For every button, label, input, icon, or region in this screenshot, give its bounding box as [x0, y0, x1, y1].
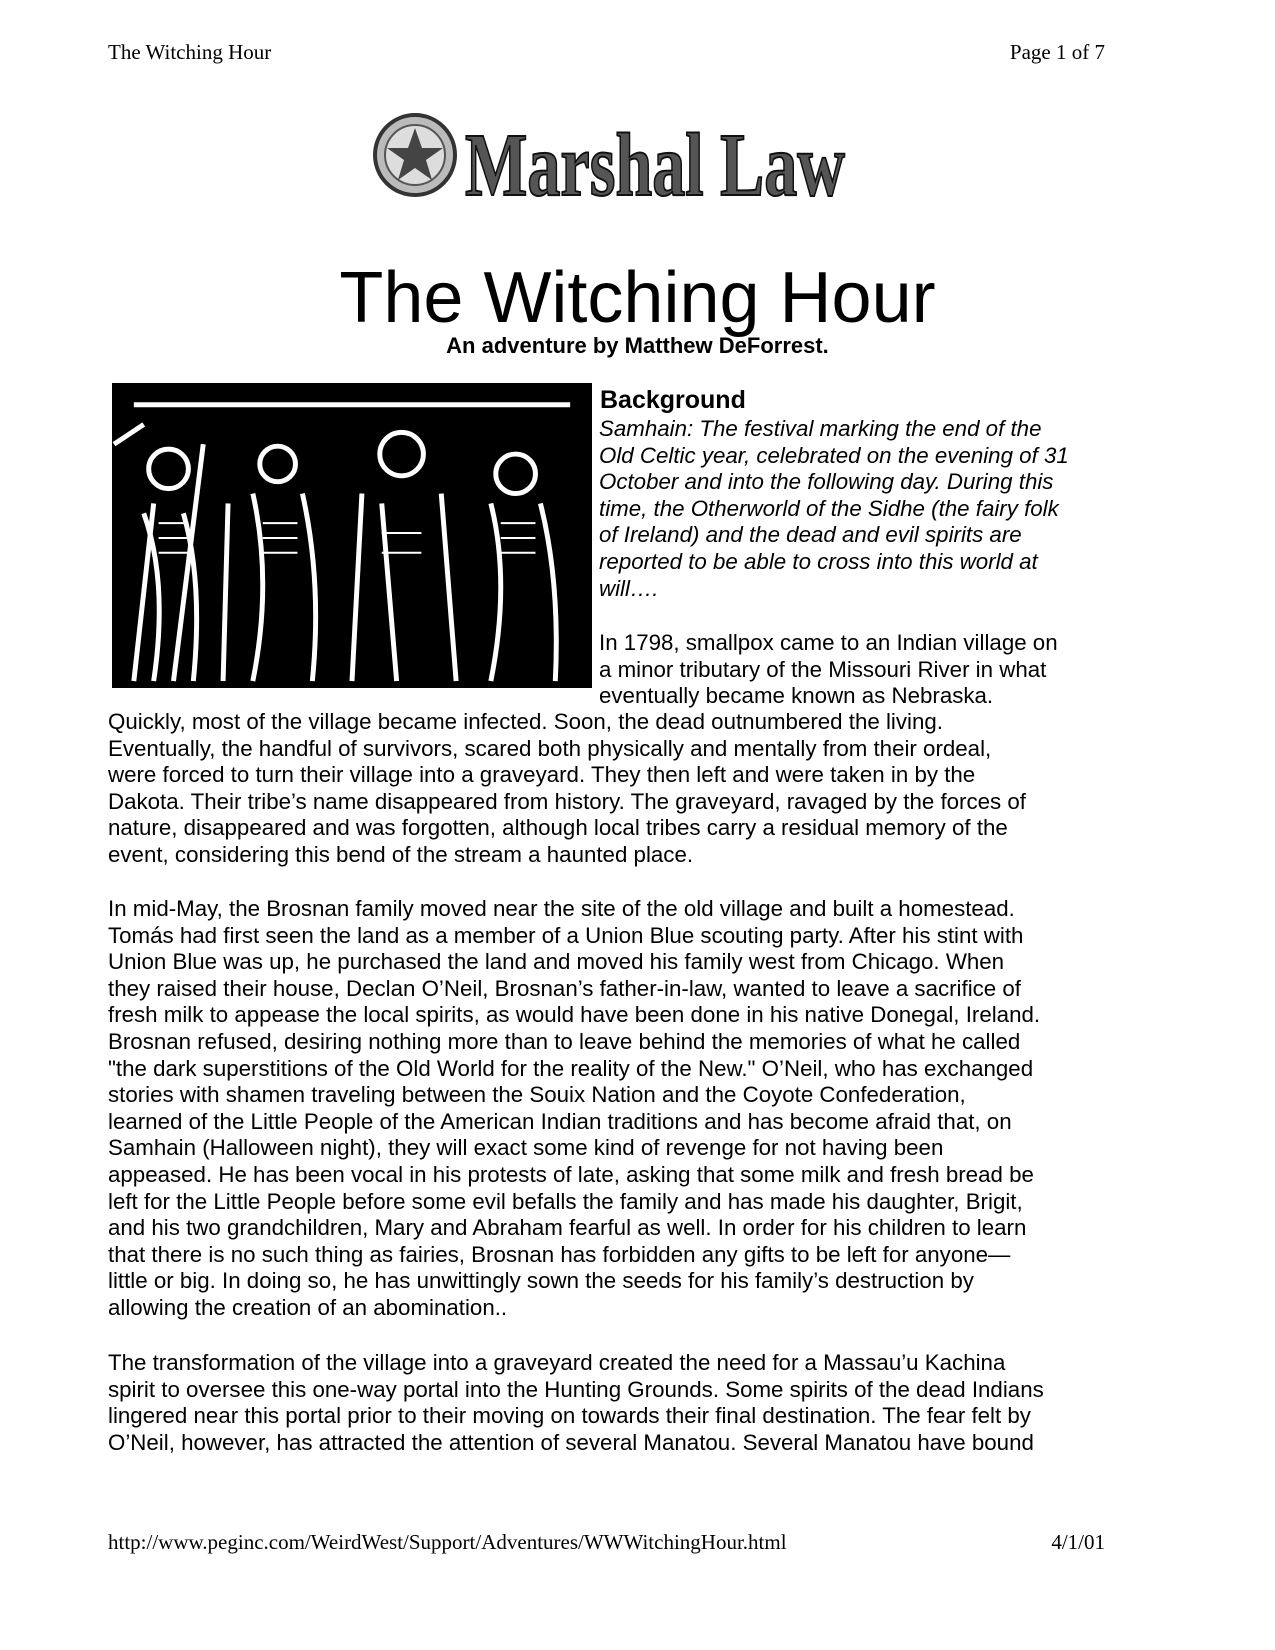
paragraph-line: allowing the creation of an abomination..	[108, 1295, 508, 1320]
page-number: Page 1 of 7	[1009, 40, 1105, 64]
paragraph-line: a minor tributary of the Missouri River in what	[599, 656, 1047, 682]
paragraph-line: and his two grandchildren, Mary and Abraham fearful as well. In order for his children to learn	[108, 1215, 1027, 1241]
footer-url: http://www.peginc.com/WeirdWest/Support/Adventures/WWWitchingHour.html	[108, 1530, 787, 1554]
paragraph-line: lingered near this portal prior to their moving on towards their final destination. The fear felt by	[108, 1403, 1031, 1429]
intro-italic-line: reported to be able to cross into this world at	[599, 549, 1038, 574]
paragraph-line: learned of the Little People of the American Indian traditions and has become afraid that, on	[108, 1108, 1012, 1134]
paragraph-line: eventually became known as Nebraska.	[599, 683, 994, 709]
intro-italic-line: October and into the following day. During this	[599, 469, 1054, 495]
intro-italic-line: Old Celtic year, celebrated on the evening of 31	[599, 442, 1069, 468]
paragraph-line: Union Blue was up, he purchased the land and moved his family west from Chicago. When	[108, 949, 1005, 975]
intro-italic-line: will….	[599, 575, 659, 601]
paragraph-line: nature, disappeared and was forgotten, although local tribes carry a residual memory of the	[108, 815, 1008, 841]
paragraph-line: The transformation of the village into a graveyard created the need for a Massau’u Kachina	[108, 1350, 1006, 1375]
paragraph-line: stories with shamen traveling between the Souix Nation and the Coyote Confederation,	[108, 1082, 966, 1108]
paragraph-line: Dakota. Their tribe’s name disappeared from history. The graveyard, ravaged by the forces of	[108, 788, 1026, 814]
paragraph-line: that there is no such thing as fairies, Brosnan has forbidden any gifts to be left for anyone—	[108, 1241, 1011, 1267]
paragraph-line: fresh milk to appease the local spirits, as would have been done in his native Donegal, Ireland.	[108, 1002, 1041, 1028]
paragraph-line: In 1798, smallpox came to an Indian village on	[599, 630, 1058, 655]
page-title: The Witching Hour	[339, 258, 936, 338]
paragraph-line: Tomás had first seen the land as a member of a Union Blue scouting party. After his stint with	[108, 922, 1024, 948]
paragraph-line: appeased. He has been vocal in his protests of late, asking that some milk and fresh bread be	[108, 1162, 1034, 1187]
marshal-law-logo	[370, 100, 850, 220]
page-header-title: The Witching Hour	[108, 40, 272, 64]
paragraph-line: Samhain (Halloween night), they will exact some kind of revenge for not having been	[108, 1135, 944, 1161]
intro-italic-line: time, the Otherworld of the Sidhe (the fairy folk	[599, 495, 1059, 521]
paragraph-line: were forced to turn their village into a graveyard. They then left and were taken in by the	[108, 762, 976, 788]
paragraph-line: they raised their house, Declan O’Neil, Brosnan’s father-in-law, wanted to leave a sacrifice of	[108, 975, 1021, 1001]
logo-text: Marshal Law	[465, 116, 846, 215]
paragraph-line: Quickly, most of the village became infected. Soon, the dead outnumbered the living.	[108, 709, 943, 734]
paragraph-line: Eventually, the handful of survivors, scared both physically and mentally from their ordeal,	[108, 735, 992, 761]
paragraph-line: "the dark superstitions of the Old World for the reality of the New." O’Neil, who has exchanged	[108, 1055, 1034, 1081]
footer-date: 4/1/01	[1051, 1530, 1105, 1554]
paragraph-line: event, considering this bend of the stream a haunted place.	[108, 842, 694, 867]
paragraph-line: little or big. In doing so, he has unwittingly sown the seeds for his family’s destruction by	[108, 1268, 974, 1294]
section-heading-background: Background	[600, 386, 746, 414]
paragraph-line: left for the Little People before some evil befalls the family and has made his daughter, Brigit,	[108, 1188, 1023, 1214]
paragraph-line: spirit to oversee this one-way portal into the Hunting Grounds. Some spirits of the dead Indians	[108, 1376, 1044, 1402]
intro-italic-line: of Ireland) and the dead and evil spirits are	[599, 522, 1022, 548]
paragraph-line: O’Neil, however, has attracted the attention of several Manatou. Several Manatou have bound	[108, 1429, 1034, 1455]
paragraph-line: In mid-May, the Brosnan family moved near the site of the old village and built a homestead.	[108, 896, 1015, 921]
skeletons-illustration	[112, 383, 592, 688]
byline: An adventure by Matthew DeForrest.	[446, 333, 829, 358]
paragraph-line: Brosnan refused, desiring nothing more than to leave behind the memories of what he called	[108, 1029, 1021, 1054]
intro-italic-line: Samhain: The festival marking the end of the	[599, 416, 1042, 441]
